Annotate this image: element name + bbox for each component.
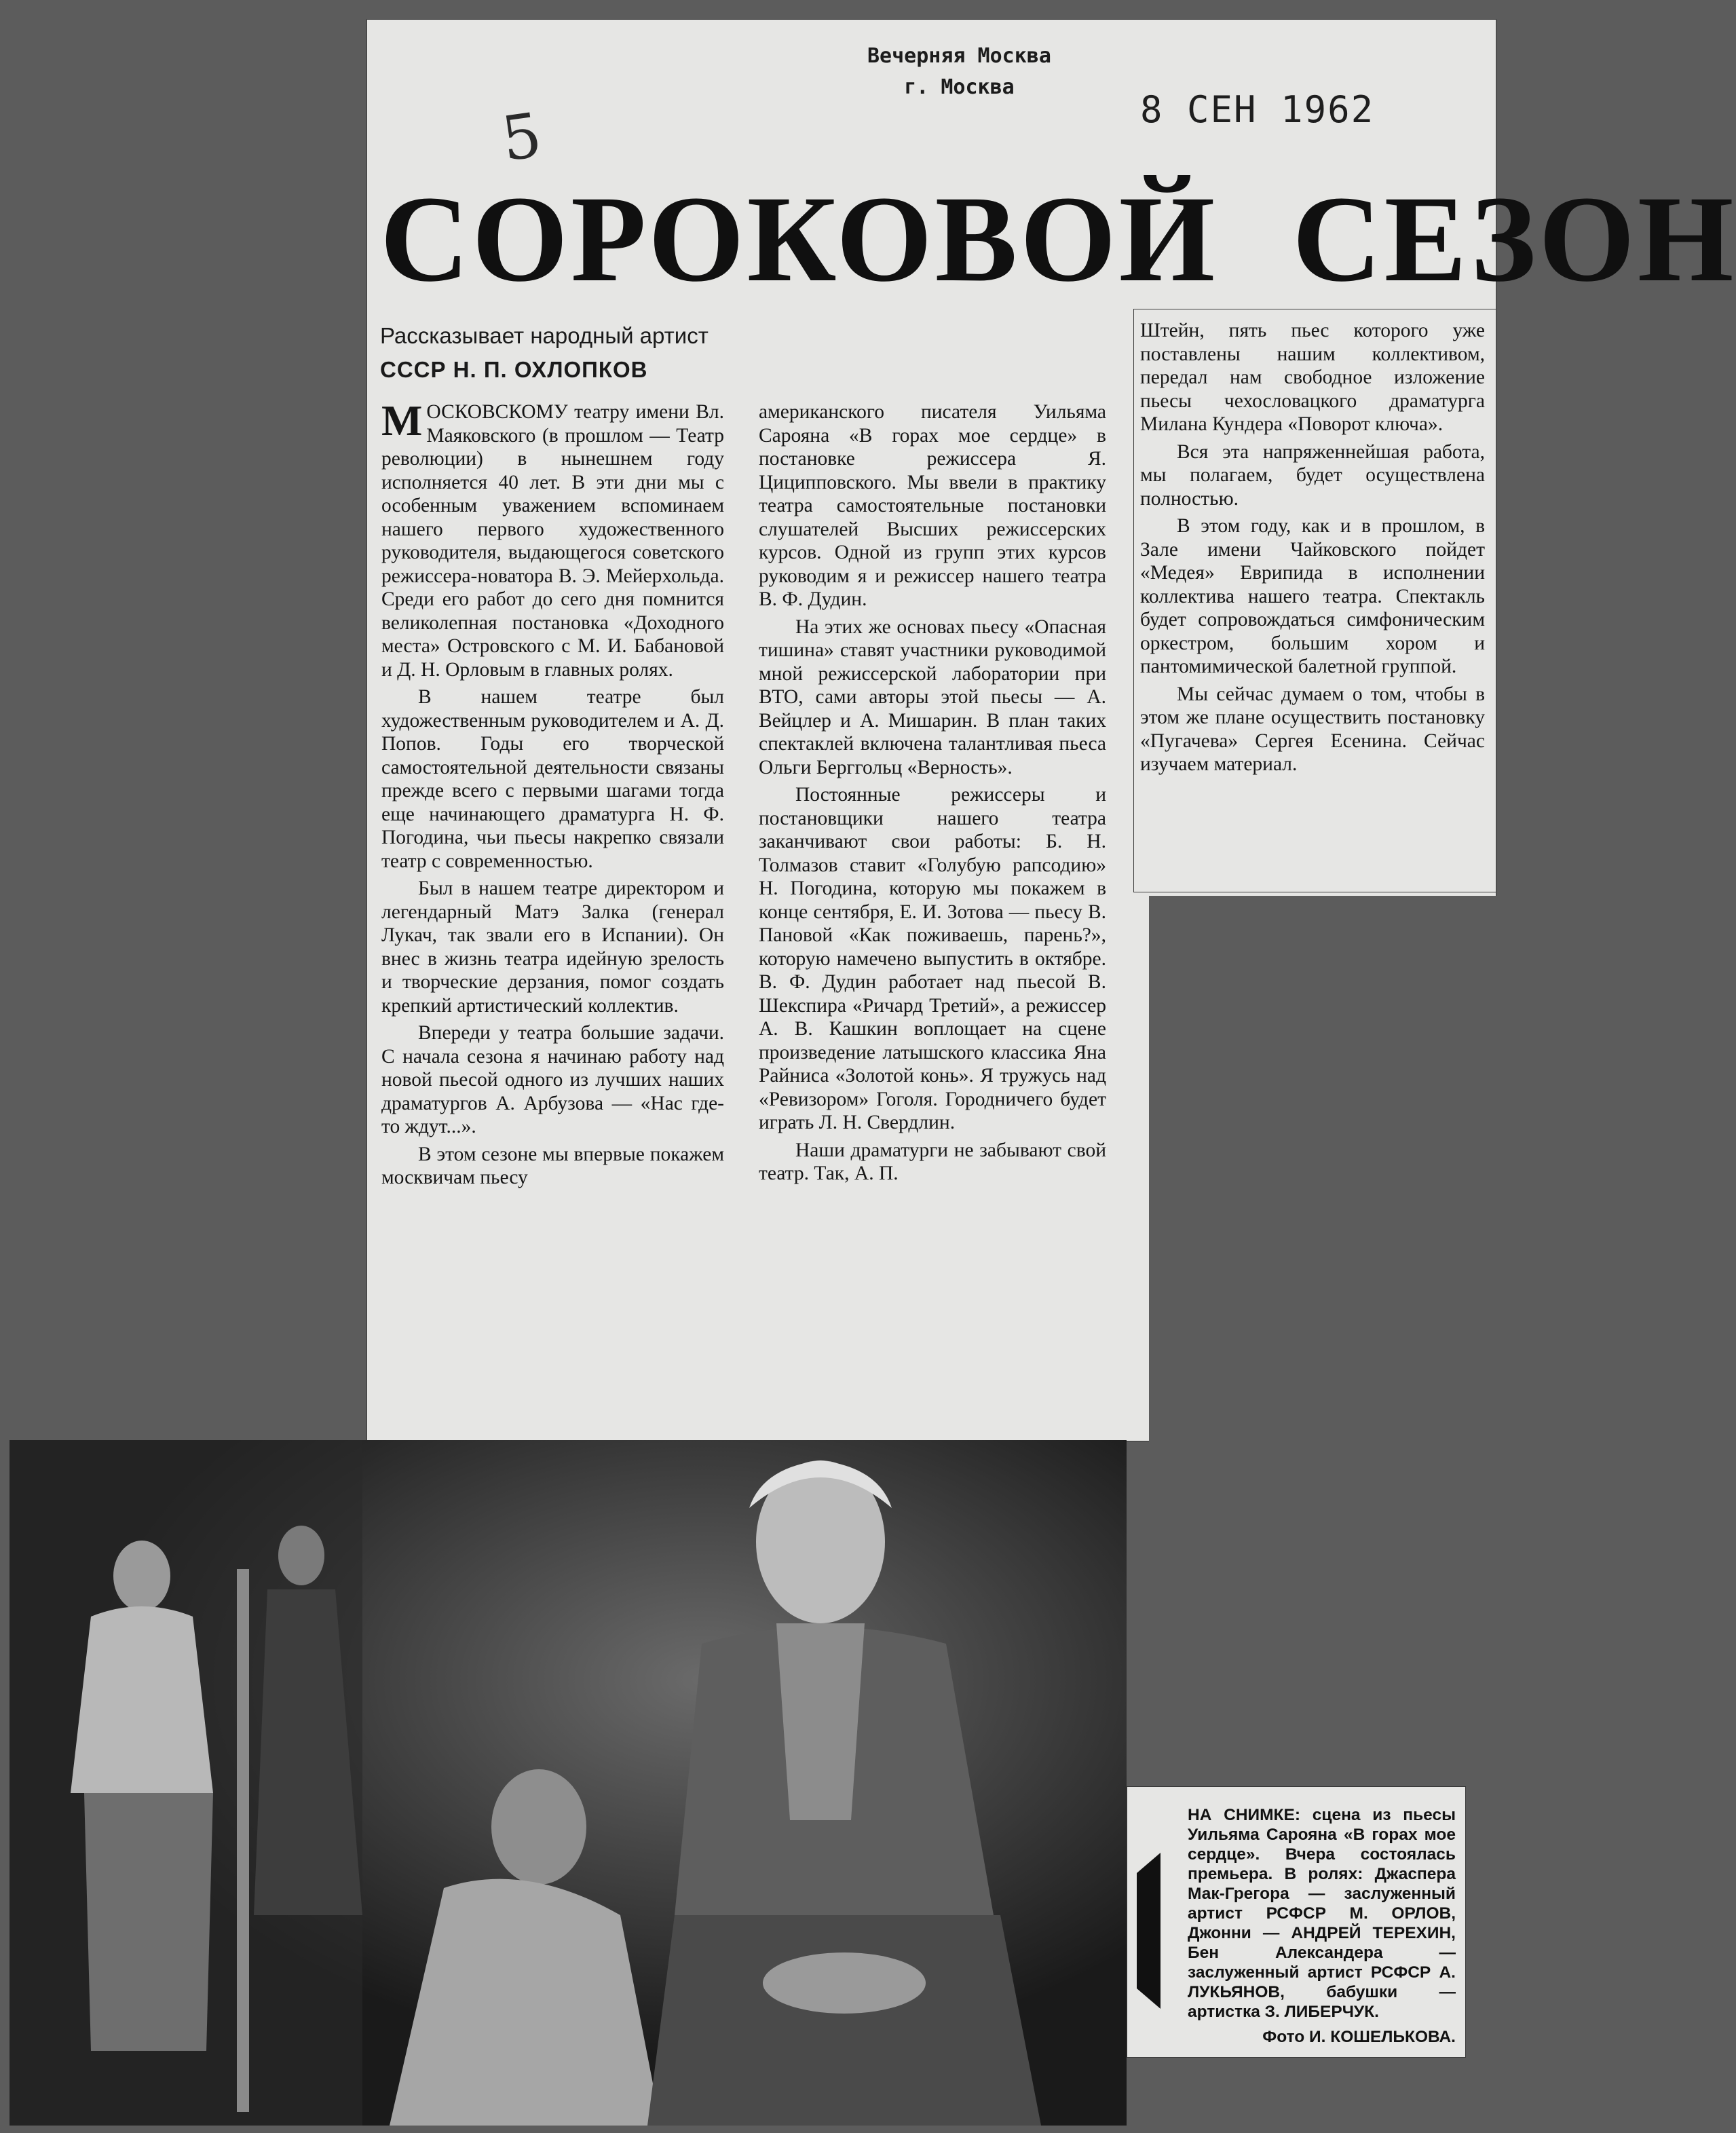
- article-headline: [380, 171, 1736, 307]
- byline-author: СССР Н. П. ОХЛОПКОВ: [380, 357, 648, 382]
- paragraph-text: ОСКОВСКОМУ театру имени Вл. Маяковского (в прошлом — Театр революции) в нынешнем году исполняется 40 лет. В эти дни мы с особенным уважением вспоминаем нашего первого художественного руководителя, выдающегося советского режиссера-новатора В. Э. Мейерхольда. Среди его работ до сего дня помнится великолепная постановка «Доходного места» Островского с М. И. Бабановой и Д. Н. Орловым в главных ролях.: [381, 401, 724, 681]
- clipping-cutout-gap: [1149, 896, 1502, 1452]
- paragraph: На этих же основах пьесу «Опасная тишина» ставят участники руководимой мной режиссерской лаборатории при ВТО, сами авторы этой пьесы — А. Вейцлер и А. Мишарин. В план таких спектаклей включена талантливая пьеса Ольги Берггольц «Верность».: [759, 616, 1106, 778]
- byline-intro: Рассказывает народный артист: [380, 323, 709, 348]
- paragraph: В нашем театре был художественным руководителем и А. Д. Попов. Годы его творческой самостоятельной деятельности связаны прежде всего с первыми шагами тогда еще начинающего драматурга Н. Ф. Погодина, чьи пьесы накрепко связали театр с современностью.: [381, 686, 724, 872]
- date-stamp: 8 СЕН 1962: [1140, 88, 1375, 131]
- caption-pointer-icon: [1123, 1853, 1164, 2009]
- photo-credit: Фото И. КОШЕЛЬКОВА.: [1262, 2028, 1456, 2046]
- paragraph: Мы сейчас думаем о том, чтобы в этом же плане осуществить постановку «Пугачева» Сергея Есенина. Сейчас изучаем материал.: [1140, 683, 1485, 775]
- caption-text: НА СНИМКЕ: сцена из пьесы Уильяма Сарояна «В горах мое сердце». Вчера состоялась премьера. В ролях: Джаспера Мак-Грегора — заслуженный артист РСФСР М. ОРЛОВ, Джонни — АНДРЕЙ ТЕРЕХИН, Бен Александера — заслуженный артист РСФСР А. ЛУКЬЯНОВ, бабушки — артистка З. ЛИБЕРЧУК.: [1188, 1806, 1456, 2021]
- headline-word-2: СЕЗОН: [1292, 171, 1736, 307]
- handwritten-number: 5: [497, 99, 546, 176]
- headline-word-1: СОРОКОВОЙ: [380, 171, 1218, 307]
- paragraph: Штейн, пять пьес которого уже поставлены нашим коллективом, передал нам свободное изложение пьесы чехословацкого драматурга Милана Кундера «Поворот ключа».: [1140, 320, 1485, 435]
- photo-caption: [1188, 1805, 1456, 2047]
- paragraph: Вся эта напряженнейшая работа, мы полагаем, будет осуществлена полностью.: [1140, 440, 1485, 510]
- paragraph: Впереди у театра большие задачи. С начала сезона я начинаю работу над новой пьесой одного из лучших наших драматургов А. Арбузова — «Нас где-то ждут...».: [381, 1022, 724, 1137]
- drop-cap: М: [381, 396, 423, 445]
- article-column-3: [1140, 319, 1485, 780]
- article-byline: [380, 319, 814, 387]
- newspaper-source-stamp: [867, 41, 1051, 103]
- article-column-2: [759, 400, 1106, 1190]
- article-column-1: [381, 396, 724, 1194]
- paragraph: Был в нашем театре директором и легендарный Матэ Залка (генерал Лукач, так звали его в Испании). Он внес в жизнь театра идейную зрелость и творческие дерзания, помог создать крепкий артистический коллектив.: [381, 877, 724, 1017]
- source-stamp-line2: г. Москва: [904, 75, 1015, 99]
- paragraph: Наши драматурги не забывают свой театр. Так, А. П.: [759, 1139, 1106, 1184]
- paragraph: В этом сезоне мы впервые покажем москвичам пьесу: [381, 1143, 724, 1188]
- paragraph: американского писателя Уильяма Сарояна «В горах мое сердце» в постановке режиссера Я. Циципповского. Мы ввели в практику театра самостоятельные постановки слушателей Высших режиссерских курсов. Одной из групп этих курсов руководим я и режиссер нашего театра В. Ф. Дудин.: [759, 401, 1106, 610]
- paragraph: В этом году, как и в прошлом, в Зале имени Чайковского пойдет «Медея» Еврипида в исполнении коллектива нашего театра. Спектакль будет сопровождаться симфоническим оркестром, большим хором и пантомимической балетной группой.: [1140, 515, 1485, 677]
- stage-photo: [10, 1440, 1127, 2126]
- source-stamp-line1: Вечерняя Москва: [867, 44, 1051, 68]
- stage-photo-image: [10, 1440, 1127, 2126]
- paragraph: Постоянные режиссеры и постановщики нашего театра заканчивают свои работы: Б. Н. Толмазов ставит «Голубую рапсодию» Н. Погодина, которую мы покажем в конце сентября, Е. И. Зотова — пьесу В. Пановой «Как поживаешь, парень?», которую намечено выпустить в октябре. В. Ф. Дудин работает над пьесой В. Шекспира «Ричард Третий», а режиссер А. В. Кашкин воплощает на сцене произведение латышского классика Яна Райниса «Золотой конь». Я тружусь над «Ревизором» Гоголя. Городничего будет играть Л. Н. Свердлин.: [759, 784, 1106, 1133]
- paragraph: [381, 396, 724, 681]
